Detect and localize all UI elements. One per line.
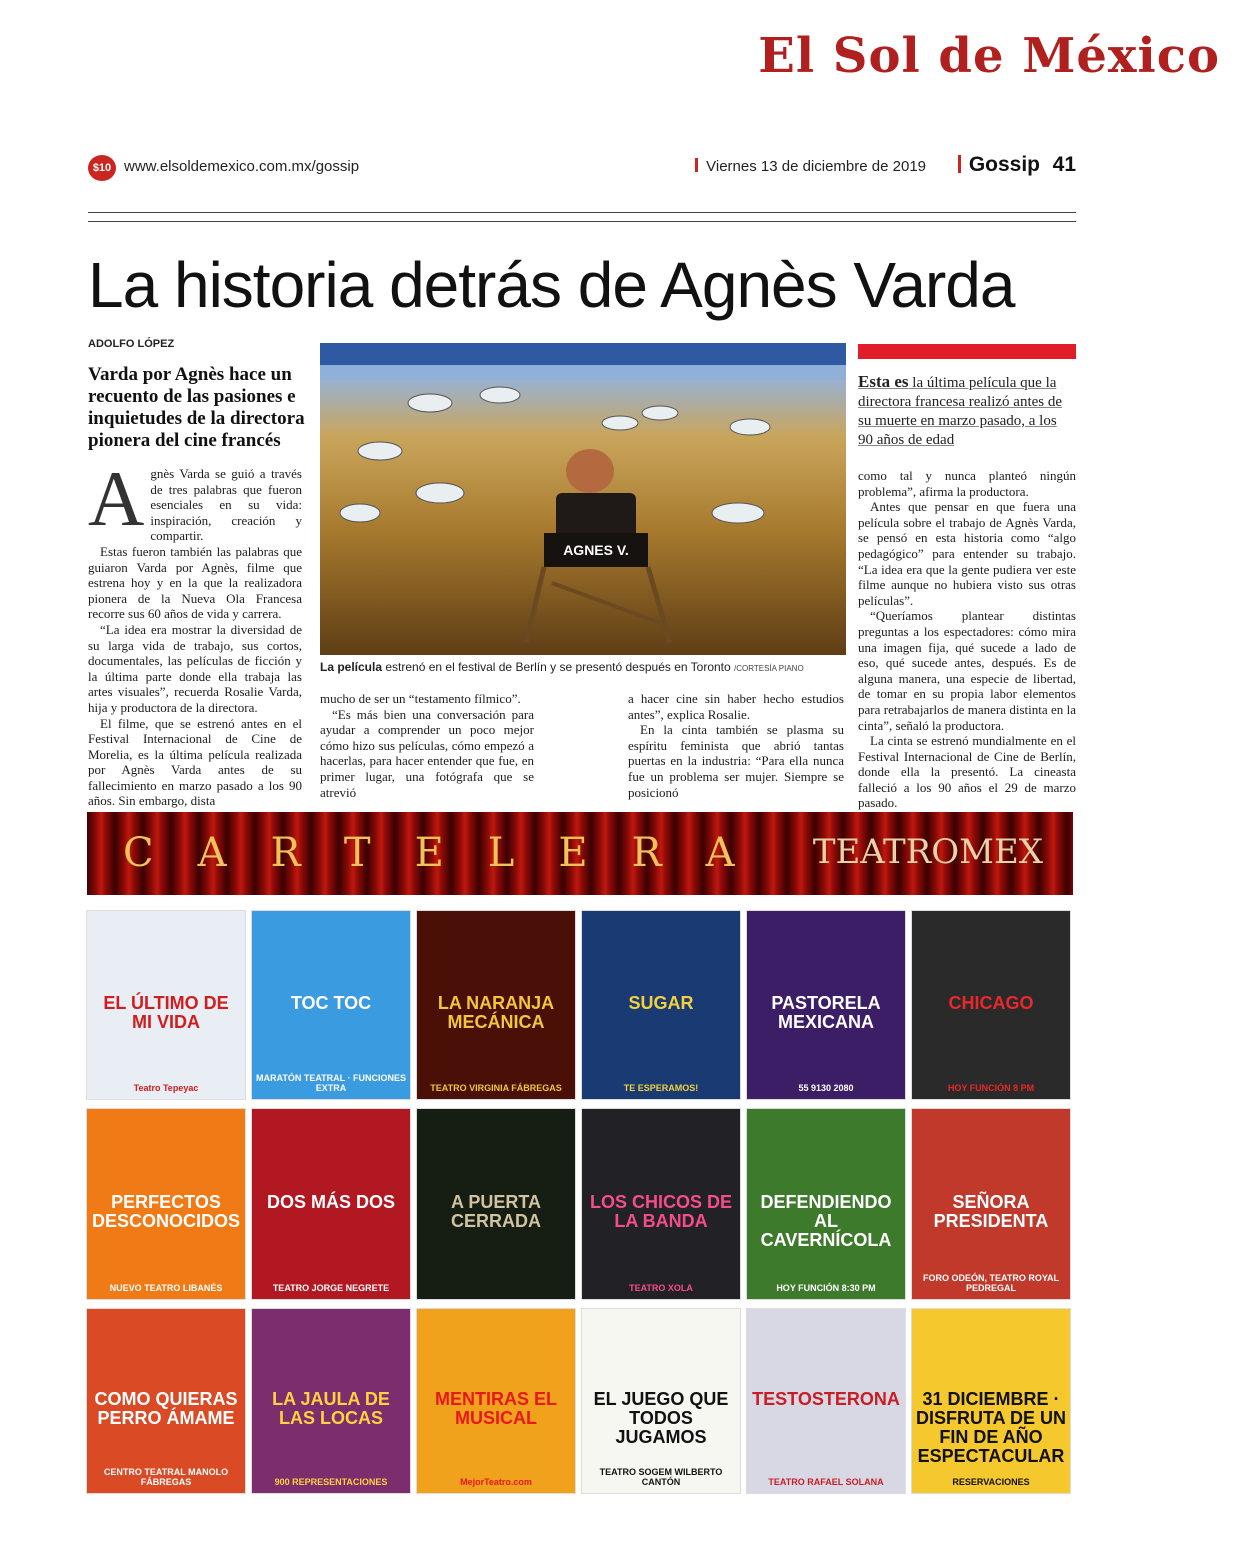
article-column-1: Agnès Varda se guió a través de tres palabras que fueron esenciales en su vida: inspiración, creación y compartir. Estas fueron también las palabras que guiaron Varda por Agnès, filme que estrena hoy y en la que la realizadora pionera de la Nueva Ola Francesa recorre sus 60 años de vida y carrera. “La idea era mostrar la diversidad de su larga vida de trabajo, sus cortos, documentales, las películas de ficción y la última parte donde ella trabaja las artes visuales”, recuerda Rosalie Varda, hija y productora de la directora. El filme, que se estrenó antes en el Festival Internacional de Cine de Morelia, es la última película realizada por Agnès Varda antes de su fallecimiento en marzo pasado a los 90 años. Sin embargo, dista (88, 455, 302, 809)
poster-title: EL ÚLTIMO DE MI VIDA (103, 992, 229, 1032)
poster-title: A PUERTA CERRADA (451, 1191, 541, 1231)
theater-poster (86, 910, 246, 1100)
page-number: 41 (1052, 153, 1076, 176)
pull-quote: Esta es la última película que la directora francesa realizó antes de su muerte en marzo pasado, a los 90 años de edad (858, 372, 1063, 448)
poster-title: SUGAR (628, 992, 694, 1013)
cartelera-title: CARTELERA (123, 830, 779, 876)
theater-poster (86, 1308, 246, 1494)
poster-subtitle: TEATRO JORGE NEGRETE (272, 1283, 390, 1293)
poster-subtitle: TEATRO RAFAEL SOLANA (768, 1477, 884, 1487)
theater-poster (911, 1308, 1071, 1494)
poster-title: PASTORELA MEXICANA (771, 992, 881, 1032)
poster-title: CHICAGO (948, 992, 1034, 1013)
poster-subtitle: Teatro Tepeyac (133, 1083, 199, 1093)
teatromex-logo: TEATROMEX (812, 832, 1043, 872)
poster-subtitle: FORO ODEÓN, TEATRO ROYAL PEDREGAL (922, 1273, 1059, 1293)
poster-subtitle: TEATRO XOLA (629, 1283, 693, 1293)
article-photo (320, 343, 846, 655)
theater-poster (746, 1108, 906, 1300)
theater-poster (911, 1108, 1071, 1300)
theater-poster (581, 1308, 741, 1494)
poster-title: SEÑORA PRESIDENTA (933, 1191, 1049, 1231)
poster-title: 31 DICIEMBRE · DISFRUTA DE UN FIN DE AÑO ESPECTACULAR (916, 1388, 1066, 1466)
theater-poster (251, 1108, 411, 1300)
poster-subtitle: TEATRO VIRGINIA FÁBREGAS (430, 1083, 562, 1093)
poster-title: EL JUEGO QUE TODOS JUGAMOS (593, 1388, 729, 1447)
theater-poster (746, 1308, 906, 1494)
poster-title: LA NARANJA MECÁNICA (437, 992, 555, 1032)
theater-poster (416, 1308, 576, 1494)
article-headline: La historia detrás de Agnès Varda (88, 249, 1015, 321)
article-column-3: a hacer cine sin haber hecho estudios antes”, explica Rosalie. En la cinta también se plasma su espíritu feminista que abrió tantas puertas en la industria: “Para ella nunca fue un problema ser mujer. Siempre se posicionó (628, 691, 844, 800)
theater-poster (251, 910, 411, 1100)
poster-subtitle: HOY FUNCIÓN 8 PM (947, 1083, 1035, 1093)
poster-subtitle: CENTRO TEATRAL MANOLO FÁBREGAS (103, 1467, 229, 1487)
theater-poster (581, 1108, 741, 1300)
poster-subtitle: 55 9130 2080 (798, 1083, 854, 1093)
poster-subtitle: MARATÓN TEATRAL · FUNCIONES EXTRA (256, 1073, 406, 1093)
poster-subtitle: MejorTeatro.com (460, 1477, 532, 1487)
pull-quote-bar (858, 344, 1076, 359)
theater-poster (416, 910, 576, 1100)
poster-title: DEFENDIENDO AL CAVERNÍCOLA (760, 1191, 892, 1250)
poster-title: LOS CHICOS DE LA BANDA (589, 1191, 732, 1231)
poster-title: COMO QUIERAS PERRO ÁMAME (94, 1388, 238, 1428)
page-header-bar (88, 152, 1076, 186)
article-deck: Varda por Agnès hace un recuento de las pasiones e inquietudes de la directora pionera del cine francés (88, 364, 305, 451)
cartelera-banner (87, 812, 1073, 895)
photo-caption: La película estrenó en el festival de Berlín y se presentó después en Toronto /CORTESÍA PIANO (320, 660, 804, 674)
poster-subtitle: 900 REPRESENTACIONES (274, 1477, 388, 1487)
article-column-4: como tal y nunca planteó ningún problema”, afirma la productora. Antes que pensar en que fuera una película sobre el trabajo de Agnès Varda, se pensó en esta historia como “algo pedagógico” para entender su trabajo. “La idea era que la gente pudiera ver este filme aunque no hubiera visto sus otras películas”. “Queríamos plantear distintas preguntas a los espectadores: cómo mira una imagen fija, qué sucede a lado de eso, qué sucede antes, después. Es de alguna manera, una especie de libertad, de tomar en su propia labor elementos para retrabajarlos de manera distinta en la cinta”, señaló la productora. La cinta se estrenó mundialmente en el Festival Internacional de Cine de Berlín, donde ella la presentó. La cineasta falleció a los 90 años el 29 de marzo pasado. (858, 468, 1076, 811)
theater-listings-grid (86, 910, 1076, 1495)
issue-date: Viernes 13 de diciembre de 2019 (695, 158, 926, 175)
poster-subtitle: NUEVO TEATRO LIBANÉS (109, 1283, 223, 1293)
article-column-2: mucho de ser un “testamento fílmico”. “Es más bien una conversación para ayudar a comprender un poco mejor cómo hizo sus películas, cómo empezó a hacerlas, para hacer entender que fue, en primer lugar, una fotógrafa que se atrevió (320, 691, 534, 800)
poster-subtitle: TEATRO SOGEM WILBERTO CANTÓN (599, 1467, 723, 1487)
price-badge: $10 (88, 155, 116, 181)
header-rule (88, 212, 1076, 222)
poster-title: MENTIRAS EL MUSICAL (434, 1388, 557, 1428)
theater-poster (251, 1308, 411, 1494)
masthead-logo: El Sol de México (758, 28, 1220, 84)
theater-poster (911, 910, 1071, 1100)
poster-subtitle: HOY FUNCIÓN 8:30 PM (776, 1283, 876, 1293)
beach-photo-illustration (320, 343, 846, 655)
poster-subtitle: TE ESPERAMOS! (623, 1083, 699, 1093)
drop-cap: A (88, 455, 145, 542)
theater-poster (416, 1108, 576, 1300)
byline: ADOLFO LÓPEZ (88, 338, 175, 350)
poster-title: TESTOSTERONA (752, 1388, 900, 1409)
website-url[interactable]: www.elsoldemexico.com.mx/gossip (124, 158, 360, 175)
theater-poster (746, 910, 906, 1100)
poster-title: TOC TOC (290, 992, 372, 1013)
poster-title: DOS MÁS DOS (266, 1191, 395, 1212)
theater-poster (86, 1108, 246, 1300)
chair-label: AGNES V. (563, 542, 629, 558)
theater-poster (581, 910, 741, 1100)
poster-title: PERFECTOS DESCONOCIDOS (91, 1191, 241, 1231)
section-name: Gossip (958, 153, 1040, 177)
poster-subtitle: RESERVACIONES (952, 1477, 1030, 1487)
poster-title: LA JAULA DE LAS LOCAS (272, 1388, 390, 1428)
